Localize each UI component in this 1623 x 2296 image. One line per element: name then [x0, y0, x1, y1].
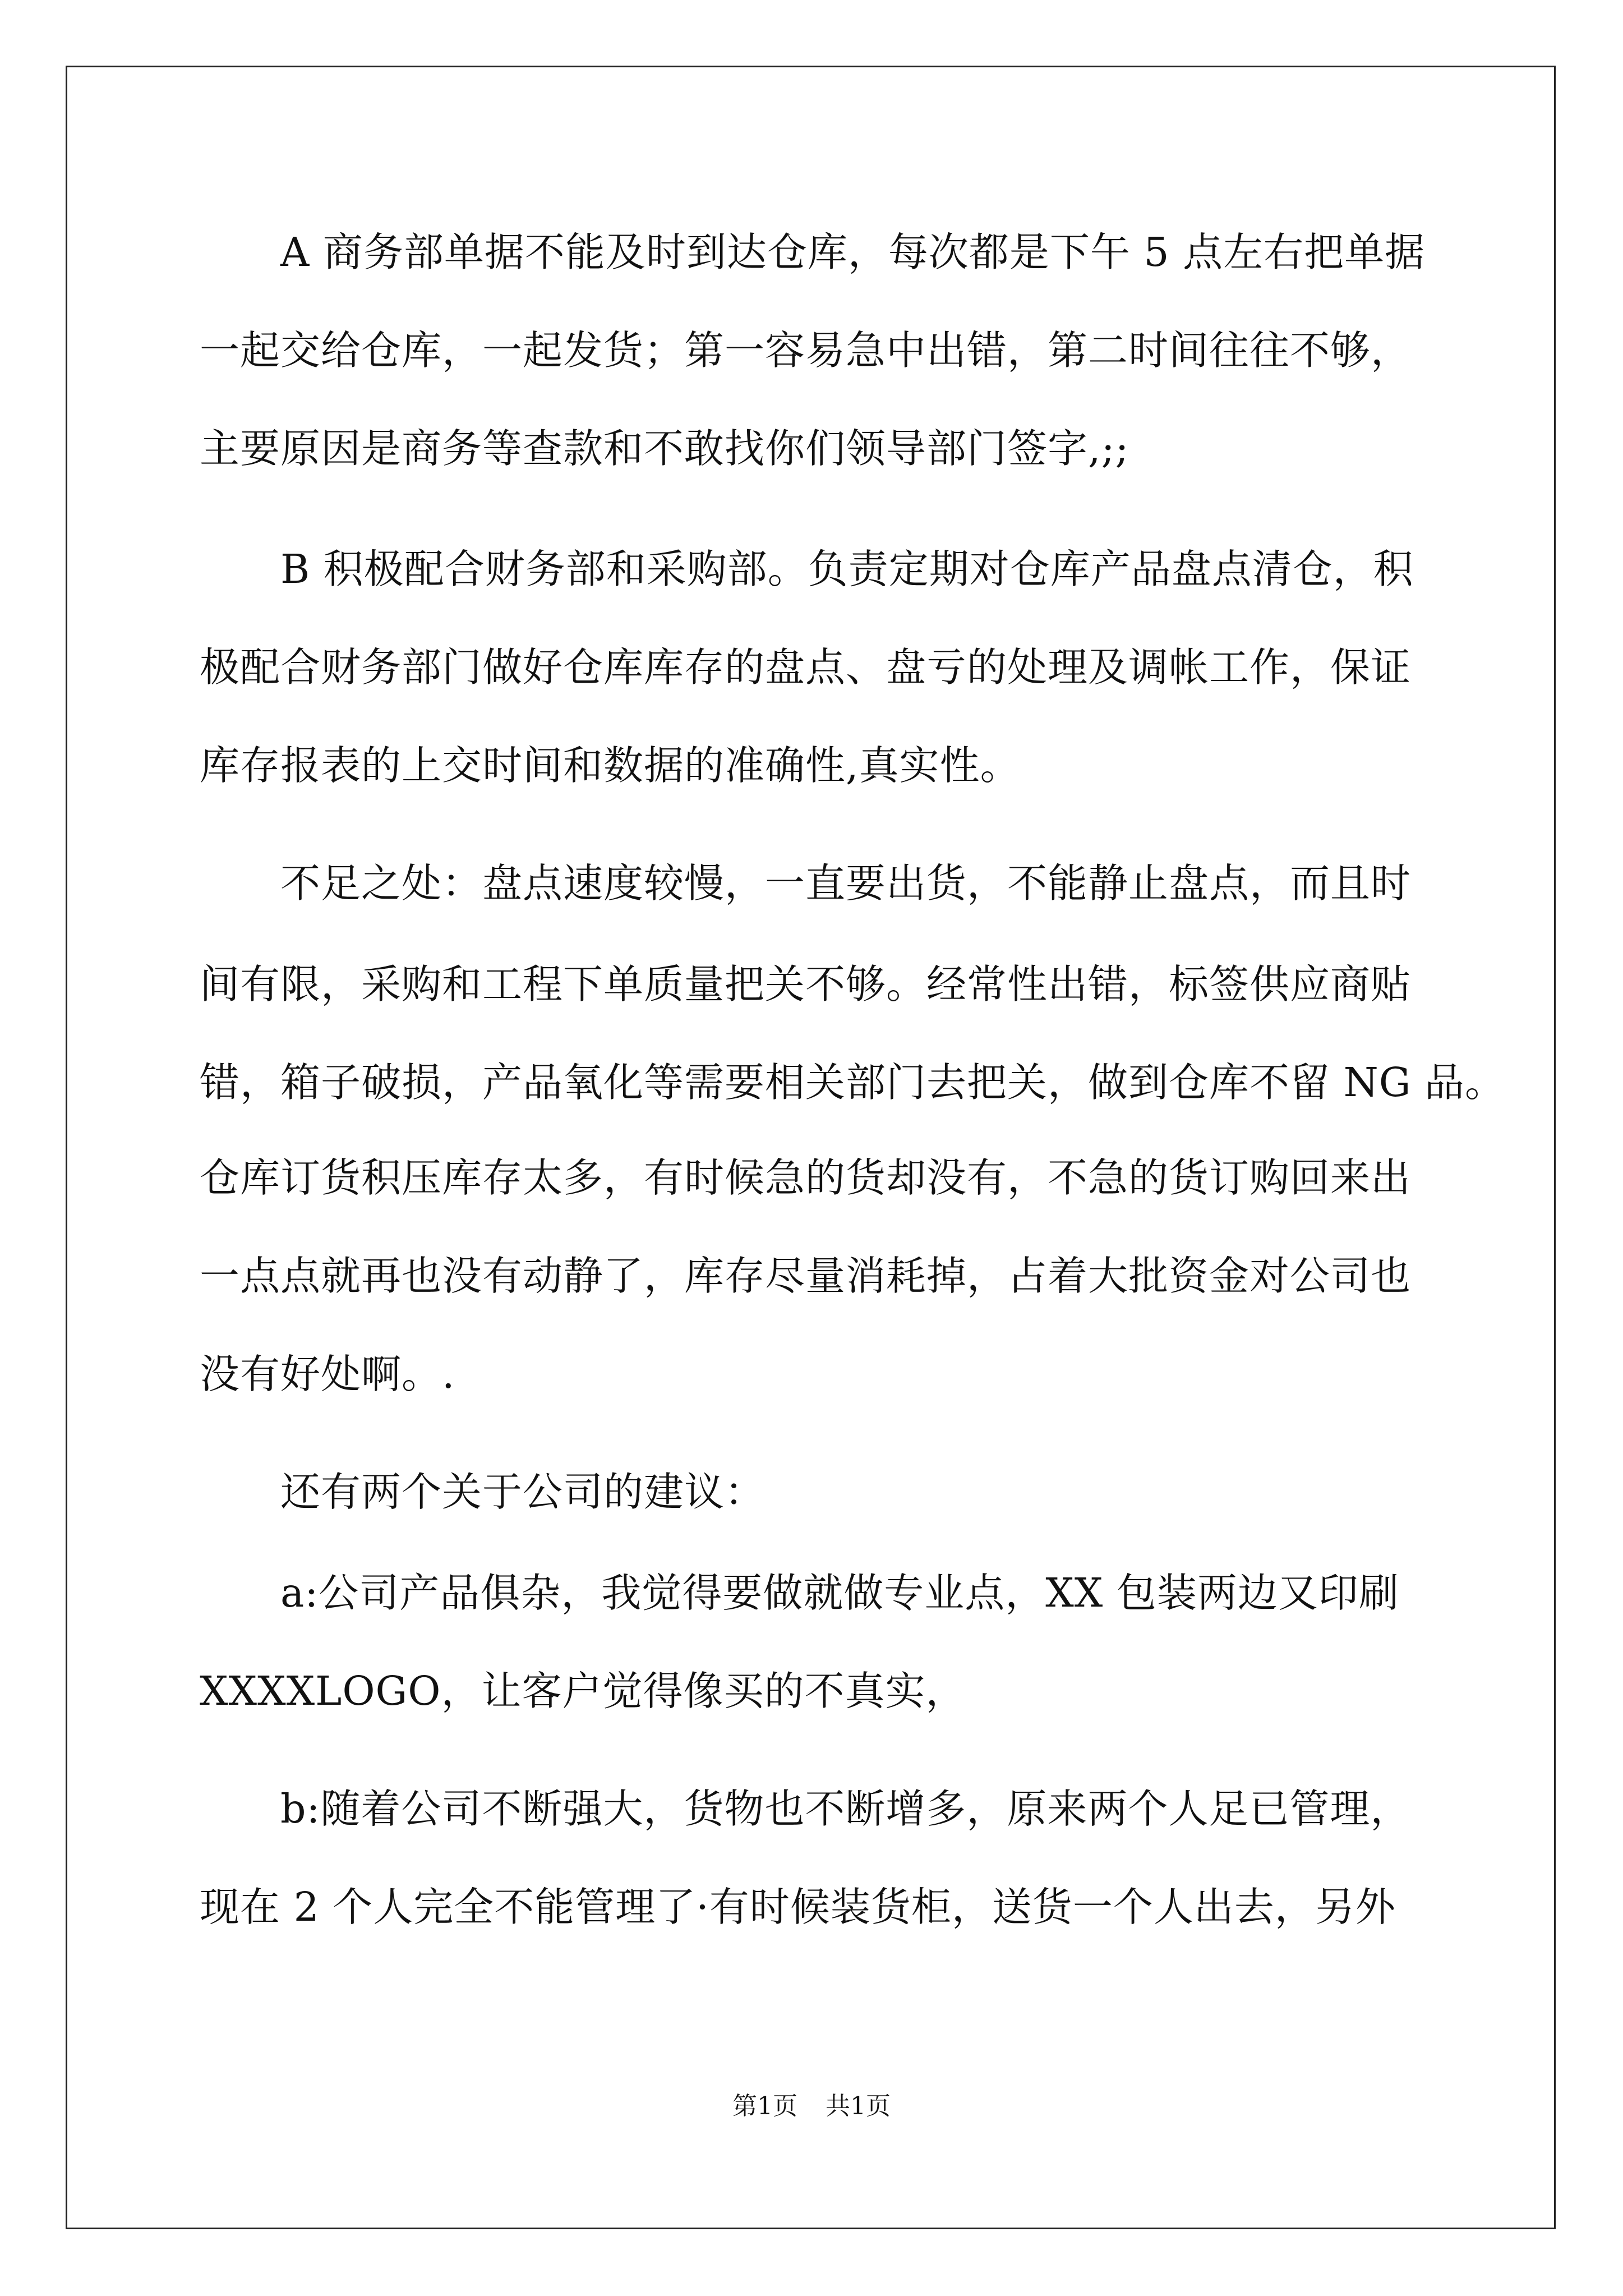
suggestion-a-line-1: a:公司产品俱杂，我觉得要做就做专业点，XX 包装两边又印刷: [280, 1570, 1399, 1616]
page-number: 第1页: [732, 2092, 797, 2120]
shortcomings-line-1: 不足之处：盘点速度较慢，一直要出货，不能静止盘点，而且时: [280, 860, 1412, 907]
paragraph-b-line-3: 库存报表的上交时间和数据的准确性,真实性。: [200, 742, 1021, 789]
paragraph-b-line-2: 极配合财务部门做好仓库库存的盘点、盘亏的处理及调帐工作，保证: [200, 644, 1412, 691]
shortcomings-line-4: 仓库订货积压库存太多，有时候急的货却没有，不急的货订购回来出: [200, 1154, 1412, 1201]
suggestion-b-line-2: 现在 2 个人完全不能管理了·有时候装货柜，送货一个人出去，另外: [200, 1884, 1396, 1930]
suggestion-b-line-1: b:随着公司不断强大，货物也不断增多，原来两个人足已管理，: [280, 1786, 1411, 1832]
suggestions-heading: 还有两个关于公司的建议：: [280, 1469, 766, 1515]
paragraph-a-line-3: 主要原因是商务等查款和不敢找你们领导部门签字,;;: [200, 425, 1129, 472]
page-footer: [0, 2090, 1623, 2123]
paragraph-b-line-1: B 积极配合财务部和采购部。负责定期对仓库产品盘点清仓，积: [280, 546, 1414, 592]
shortcomings-line-5: 一点点就再也没有动静了，库存尽量消耗掉，占着大批资金对公司也: [200, 1253, 1412, 1299]
shortcomings-line-6: 没有好处啊。.: [200, 1351, 455, 1397]
suggestion-a-line-2: XXXXLOGO，让客户觉得像买的不真实，: [200, 1668, 966, 1714]
total-pages: 共1页: [826, 2092, 891, 2120]
shortcomings-line-2: 间有限，采购和工程下单质量把关不够。经常性出错，标签供应商贴: [200, 961, 1412, 1007]
paragraph-a-line-2: 一起交给仓库，一起发货；第一容易急中出错，第二时间往往不够，: [200, 327, 1412, 374]
paragraph-a-line-1: A 商务部单据不能及时到达仓库，每次都是下午 5 点左右把单据: [280, 229, 1426, 275]
shortcomings-line-3: 错，箱子破损，产品氧化等需要相关部门去把关，做到仓库不留 NG 品。: [200, 1059, 1505, 1106]
